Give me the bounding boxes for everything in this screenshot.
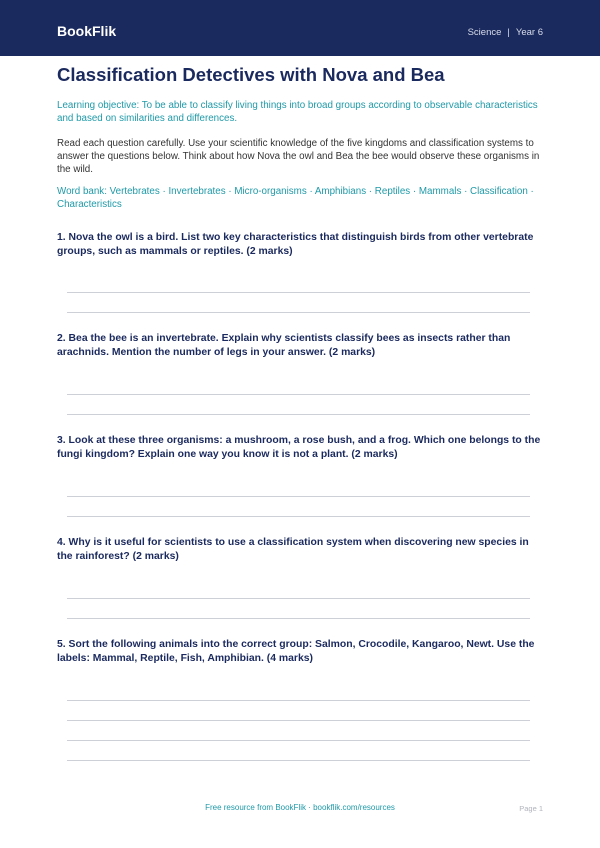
answer-line[interactable]: [67, 292, 530, 293]
answer-line[interactable]: [67, 496, 530, 497]
question-3: 3. Look at these three organisms: a mushroom, a rose bush, and a frog. Which one belongs to the fungi kingdom? Explain one way you know it is not a plant. (2 marks): [57, 435, 541, 460]
subject-label: Science: [467, 27, 502, 38]
answer-line[interactable]: [67, 414, 530, 415]
question-1: 1. Nova the owl is a bird. List two key characteristics that distinguish birds from other vertebrate groups, such as mammals or reptiles. (2 marks): [57, 232, 534, 257]
page-number: Page 1: [519, 804, 543, 813]
meta-separator: |: [507, 27, 510, 38]
answer-line[interactable]: [67, 760, 530, 761]
year-label: Year 6: [515, 27, 543, 38]
answer-line[interactable]: [67, 598, 530, 599]
answer-line[interactable]: [67, 516, 530, 517]
worksheet-title: Classification Detectives with Nova and Bea: [57, 64, 445, 85]
footer-resource-link[interactable]: Free resource from BookFlik · bookflik.com/resources: [205, 803, 395, 812]
answer-line[interactable]: [67, 394, 530, 395]
word-bank: Word bank: Vertebrates · Invertebrates · Micro-organisms · Amphibians · Reptiles · Mammals · Classification · Characteristics: [57, 186, 534, 210]
learning-objective: Learning objective: To be able to classify living things into broad groups according to observable characteristics and based on similarities and differences.: [57, 100, 538, 124]
question-5: 5. Sort the following animals into the correct group: Salmon, Crocodile, Kangaroo, Newt. Use the labels: Mammal, Reptile, Fish, Amphibian. (4 marks): [57, 639, 535, 664]
answer-line[interactable]: [67, 700, 530, 701]
question-2: 2. Bea the bee is an invertebrate. Explain why scientists classify bees as insects rather than arachnids. Mention the number of legs in your answer. (2 marks): [57, 333, 511, 358]
page-header: [0, 0, 600, 56]
answer-line[interactable]: [67, 312, 530, 313]
subject-year-label: [468, 27, 543, 38]
instructions-text: Read each question carefully. Use your scientific knowledge of the five kingdoms and classification systems to answer the questions below. Think about how Nova the owl and Bea the bee would observe these organisms in the wild.: [57, 138, 540, 175]
answer-line[interactable]: [67, 618, 530, 619]
answer-line[interactable]: [67, 740, 530, 741]
brand-logo[interactable]: BookFlik: [57, 23, 117, 39]
answer-line[interactable]: [67, 720, 530, 721]
question-4: 4. Why is it useful for scientists to use a classification system when discovering new species in the rainforest? (2 marks): [57, 537, 529, 562]
